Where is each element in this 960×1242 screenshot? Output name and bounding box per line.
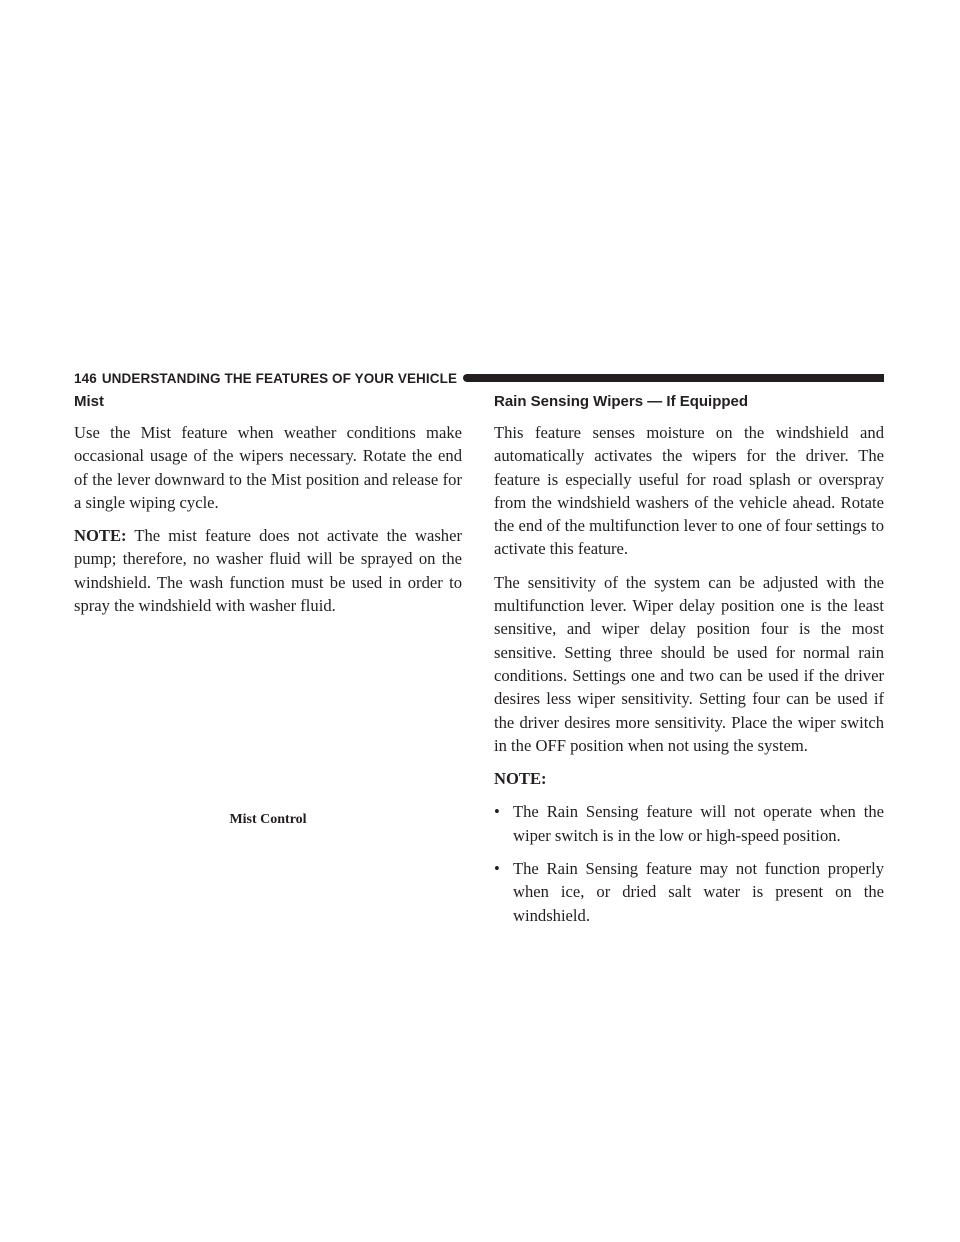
bullet-icon: • (494, 859, 500, 879)
list-item: • The Rain Sensing feature will not operate when the wiper switch is in the low or high-speed position. (494, 802, 884, 845)
mist-paragraph: Use the Mist feature when weather conditions make occasional usage of the wipers necessary. Rotate the end of the lever downward to the Mist position and release for a single wiping cycle. (74, 423, 462, 512)
rain-sensing-heading: Rain Sensing Wipers — If Equipped (494, 393, 749, 410)
list-item: • The Rain Sensing feature may not function properly when ice, or dried salt water is present on the windshield. (494, 859, 884, 925)
rain-sensing-paragraph-1: This feature senses moisture on the windshield and automatically activates the wipers for the driver. The feature is especially useful for road splash or overspray from the windshield washers of the vehicle ahead. Rotate the end of the multifunction lever to one of four settings to activate this feature. (494, 423, 884, 559)
note-label: NOTE: (74, 526, 127, 546)
rain-sensing-paragraph-2: The sensitivity of the system can be adjusted with the multifunction lever. Wiper delay position one is the least sensitive, and wiper delay position four is the most sensitive. Setting three should be used for normal rain conditions. Settings one and two can be used if the driver desires less wiper sensitivity. Setting four can be used if the driver desires more sensitivity. Place the wiper switch in the OFF position when not using the system. (494, 572, 884, 755)
note-bullet-list (494, 800, 884, 926)
mist-heading: Mist (74, 393, 104, 410)
note-label: NOTE: (494, 769, 547, 789)
page-number: 146 (74, 370, 97, 386)
figure-caption: Mist Control (229, 812, 307, 827)
note-text: The mist feature does not activate the washer pump; therefore, no washer fluid will be sprayed on the windshield. The wash function must be used in order to spray the windshield with washer fluid. (74, 526, 462, 616)
bullet-icon: • (494, 802, 500, 822)
section-title: UNDERSTANDING THE FEATURES OF YOUR VEHICLE (101, 370, 458, 386)
header-rule (463, 374, 884, 382)
mist-control-figure (74, 600, 462, 805)
left-column (74, 391, 462, 627)
right-column (494, 391, 884, 937)
page-header (74, 368, 884, 388)
